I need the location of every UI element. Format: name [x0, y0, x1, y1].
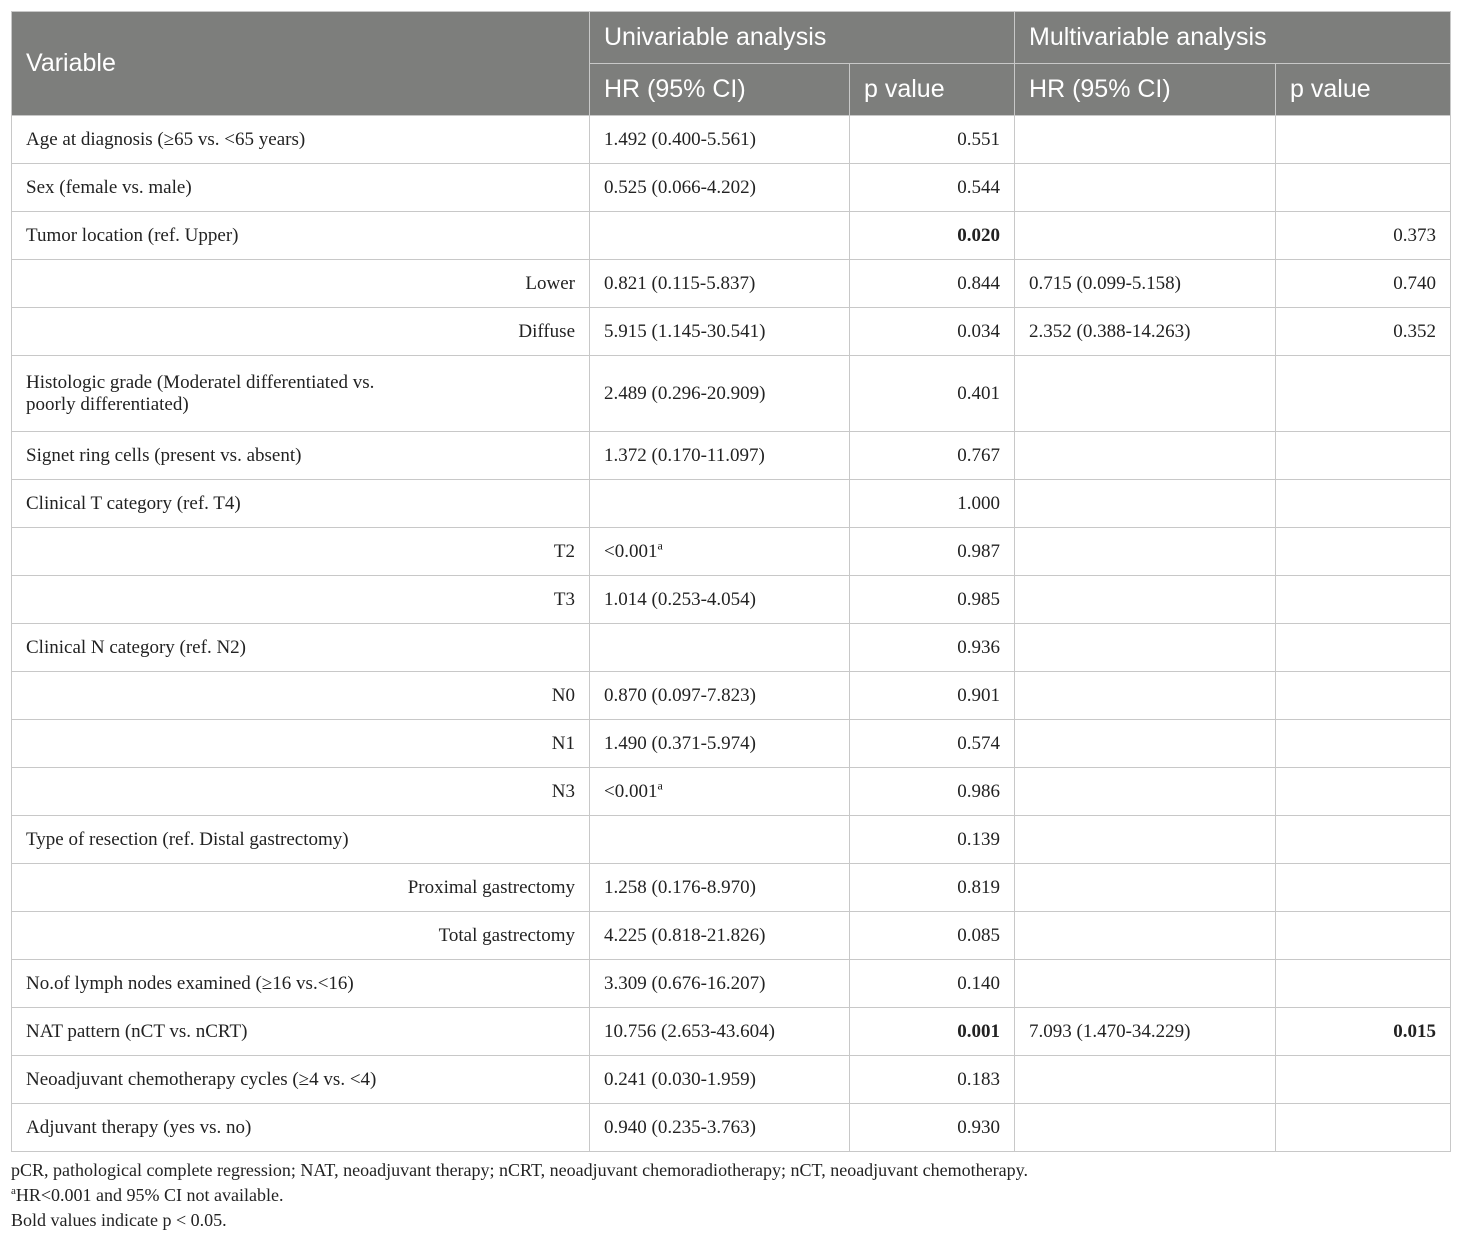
table-row: [12, 816, 1451, 864]
cell-univariable-hr: [590, 528, 850, 576]
variable-label: N0: [551, 684, 575, 706]
variable-label: Type of resection (ref. Distal gastrectomy): [26, 828, 349, 850]
results-table-container: [11, 11, 1450, 1152]
univariable-hr-value: 1.372 (0.170-11.097): [604, 444, 765, 466]
cell-univariable-p: 0.139: [850, 816, 1015, 864]
cell-multivariable-hr: [1015, 356, 1276, 432]
cell-univariable-hr: [590, 260, 850, 308]
cell-univariable-p: 0.183: [850, 1056, 1015, 1104]
cell-univariable-hr: [590, 1104, 850, 1152]
table-row: [12, 576, 1451, 624]
cell-variable: [12, 260, 590, 308]
table-row: [12, 212, 1451, 260]
cell-multivariable-p: [1276, 672, 1451, 720]
cell-univariable-hr: [590, 960, 850, 1008]
cell-variable: [12, 432, 590, 480]
cell-multivariable-p: 0.352: [1276, 308, 1451, 356]
univariable-hr-value: 1.258 (0.176-8.970): [604, 876, 756, 898]
header-multivariable-hr: HR (95% CI): [1015, 64, 1276, 116]
footnote-superscript: a: [657, 538, 663, 553]
cell-variable: [12, 1056, 590, 1104]
variable-label: Sex (female vs. male): [26, 176, 192, 198]
cell-univariable-hr: [590, 1008, 850, 1056]
table-row: [12, 912, 1451, 960]
cell-multivariable-p: [1276, 768, 1451, 816]
cell-multivariable-p: [1276, 528, 1451, 576]
univariable-hr-value: 2.489 (0.296-20.909): [604, 382, 766, 404]
table-row: [12, 624, 1451, 672]
variable-label: T2: [553, 540, 575, 562]
cell-multivariable-hr: [1015, 576, 1276, 624]
cell-multivariable-hr: 2.352 (0.388-14.263): [1015, 308, 1276, 356]
variable-label-line2: poorly differentiated): [26, 393, 189, 415]
variable-label: NAT pattern (nCT vs. nCRT): [26, 1020, 248, 1042]
cell-univariable-p: 0.930: [850, 1104, 1015, 1152]
cell-univariable-hr: [590, 308, 850, 356]
cell-variable: [12, 1104, 590, 1152]
variable-label: Lower: [525, 272, 575, 294]
cell-multivariable-hr: 0.715 (0.099-5.158): [1015, 260, 1276, 308]
cell-multivariable-p: 0.015: [1276, 1008, 1451, 1056]
cell-univariable-hr: [590, 1056, 850, 1104]
table-row: [12, 164, 1451, 212]
cell-variable: [12, 212, 590, 260]
cell-multivariable-p: [1276, 1056, 1451, 1104]
cell-univariable-p: 0.544: [850, 164, 1015, 212]
table-row: [12, 1104, 1451, 1152]
abbreviations-note: pCR, pathological complete regression; NAT, neoadjuvant therapy; nCRT, neoadjuvant chemoradiotherapy; nCT, neoadjuvant chemotherapy.: [11, 1160, 1028, 1180]
cell-variable: [12, 480, 590, 528]
cell-variable: [12, 720, 590, 768]
variable-label: T3: [553, 588, 575, 610]
regression-table: [11, 11, 1451, 1152]
cell-multivariable-p: [1276, 576, 1451, 624]
table-row: [12, 356, 1451, 432]
cell-univariable-p: 0.020: [850, 212, 1015, 260]
cell-univariable-hr: [590, 912, 850, 960]
footnote-mark: a: [11, 1185, 16, 1197]
table-row: [12, 960, 1451, 1008]
cell-univariable-p: 0.001: [850, 1008, 1015, 1056]
univariable-hr-value: 4.225 (0.818-21.826): [604, 924, 766, 946]
cell-univariable-hr: [590, 356, 850, 432]
cell-variable: [12, 1008, 590, 1056]
cell-multivariable-p: [1276, 356, 1451, 432]
cell-multivariable-p: [1276, 720, 1451, 768]
cell-multivariable-hr: [1015, 960, 1276, 1008]
cell-multivariable-hr: [1015, 116, 1276, 164]
variable-label: Neoadjuvant chemotherapy cycles (≥4 vs. <4): [26, 1068, 377, 1090]
cell-variable: [12, 816, 590, 864]
cell-multivariable-p: [1276, 816, 1451, 864]
univariable-hr-value: 0.870 (0.097-7.823): [604, 684, 756, 706]
cell-univariable-p: 0.986: [850, 768, 1015, 816]
header-univariable-hr: HR (95% CI): [590, 64, 850, 116]
cell-univariable-hr: [590, 768, 850, 816]
univariable-hr-value: 1.490 (0.371-5.974): [604, 732, 756, 754]
table-row: [12, 1008, 1451, 1056]
cell-univariable-p: 0.901: [850, 672, 1015, 720]
cell-variable: [12, 308, 590, 356]
cell-multivariable-p: [1276, 164, 1451, 212]
cell-univariable-p: 0.819: [850, 864, 1015, 912]
variable-label: Total gastrectomy: [438, 924, 575, 946]
cell-univariable-hr: [590, 672, 850, 720]
footnote-a-text: HR<0.001 and 95% CI not available.: [15, 1185, 284, 1205]
header-multivariable: Multivariable analysis: [1015, 12, 1451, 64]
variable-label: Proximal gastrectomy: [407, 876, 575, 898]
footnote-a: [11, 1183, 1028, 1208]
table-row: [12, 768, 1451, 816]
univariable-hr-value: 5.915 (1.145-30.541): [604, 320, 766, 342]
cell-variable: [12, 912, 590, 960]
cell-multivariable-hr: 7.093 (1.470-34.229): [1015, 1008, 1276, 1056]
table-header: [12, 12, 1451, 116]
cell-multivariable-p: [1276, 432, 1451, 480]
cell-variable: [12, 164, 590, 212]
univariable-hr-value: 0.940 (0.235-3.763): [604, 1116, 756, 1138]
header-variable: Variable: [12, 12, 590, 116]
cell-univariable-p: 0.574: [850, 720, 1015, 768]
cell-multivariable-p: [1276, 116, 1451, 164]
cell-multivariable-p: [1276, 624, 1451, 672]
cell-univariable-hr: [590, 576, 850, 624]
cell-univariable-p: 0.844: [850, 260, 1015, 308]
header-multivariable-p: p value: [1276, 64, 1451, 116]
cell-univariable-p: 0.767: [850, 432, 1015, 480]
table-row: [12, 1056, 1451, 1104]
cell-univariable-p: 0.551: [850, 116, 1015, 164]
cell-variable: [12, 576, 590, 624]
table-row: [12, 672, 1451, 720]
univariable-hr-value: 1.492 (0.400-5.561): [604, 128, 756, 150]
cell-univariable-hr: [590, 480, 850, 528]
cell-univariable-p: 0.085: [850, 912, 1015, 960]
cell-multivariable-hr: [1015, 672, 1276, 720]
cell-multivariable-hr: [1015, 816, 1276, 864]
variable-label: Clinical T category (ref. T4): [26, 492, 241, 514]
table-row: [12, 308, 1451, 356]
table-body: [12, 116, 1451, 1152]
variable-label: Age at diagnosis (≥65 vs. <65 years): [26, 128, 306, 150]
variable-label: Tumor location (ref. Upper): [26, 224, 239, 246]
variable-label: Adjuvant therapy (yes vs. no): [26, 1116, 252, 1138]
cell-multivariable-hr: [1015, 480, 1276, 528]
cell-multivariable-p: 0.373: [1276, 212, 1451, 260]
cell-multivariable-hr: [1015, 768, 1276, 816]
cell-univariable-p: 0.936: [850, 624, 1015, 672]
variable-label: Signet ring cells (present vs. absent): [26, 444, 302, 466]
bold-values-note: Bold values indicate p < 0.05.: [11, 1210, 227, 1230]
univariable-hr-value: <0.001: [604, 540, 658, 562]
cell-multivariable-hr: [1015, 528, 1276, 576]
univariable-hr-value: 0.525 (0.066-4.202): [604, 176, 756, 198]
cell-multivariable-hr: [1015, 1056, 1276, 1104]
table-row: [12, 480, 1451, 528]
cell-univariable-hr: [590, 720, 850, 768]
cell-multivariable-hr: [1015, 1104, 1276, 1152]
variable-label: Diffuse: [518, 320, 575, 342]
cell-multivariable-p: [1276, 912, 1451, 960]
cell-multivariable-hr: [1015, 624, 1276, 672]
cell-variable: [12, 768, 590, 816]
header-univariable-p: p value: [850, 64, 1015, 116]
table-row: [12, 116, 1451, 164]
cell-variable: [12, 960, 590, 1008]
cell-univariable-p: 0.034: [850, 308, 1015, 356]
univariable-hr-value: 0.821 (0.115-5.837): [604, 272, 756, 294]
univariable-hr-value: <0.001: [604, 780, 658, 802]
cell-multivariable-p: [1276, 960, 1451, 1008]
univariable-hr-value: 1.014 (0.253-4.054): [604, 588, 756, 610]
cell-multivariable-p: [1276, 480, 1451, 528]
cell-univariable-p: 1.000: [850, 480, 1015, 528]
cell-multivariable-hr: [1015, 864, 1276, 912]
cell-variable: [12, 624, 590, 672]
cell-multivariable-hr: [1015, 720, 1276, 768]
cell-univariable-hr: [590, 432, 850, 480]
cell-variable: [12, 864, 590, 912]
cell-univariable-hr: [590, 864, 850, 912]
univariable-hr-value: 3.309 (0.676-16.207): [604, 972, 766, 994]
table-row: [12, 864, 1451, 912]
table-row: [12, 720, 1451, 768]
cell-variable: [12, 116, 590, 164]
cell-multivariable-hr: [1015, 912, 1276, 960]
cell-univariable-p: 0.140: [850, 960, 1015, 1008]
variable-label: No.of lymph nodes examined (≥16 vs.<16): [26, 972, 354, 994]
variable-label: Histologic grade (Moderatel differentiated vs.: [26, 371, 375, 393]
footnote-superscript: a: [657, 778, 663, 793]
cell-variable: [12, 356, 590, 432]
table-row: [12, 432, 1451, 480]
cell-univariable-hr: [590, 624, 850, 672]
cell-multivariable-p: 0.740: [1276, 260, 1451, 308]
cell-variable: [12, 672, 590, 720]
cell-univariable-hr: [590, 116, 850, 164]
table-row: [12, 260, 1451, 308]
cell-univariable-hr: [590, 212, 850, 260]
header-univariable: Univariable analysis: [590, 12, 1015, 64]
cell-multivariable-p: [1276, 1104, 1451, 1152]
univariable-hr-value: 10.756 (2.653-43.604): [604, 1020, 775, 1042]
univariable-hr-value: 0.241 (0.030-1.959): [604, 1068, 756, 1090]
variable-label: Clinical N category (ref. N2): [26, 636, 246, 658]
cell-multivariable-p: [1276, 864, 1451, 912]
cell-univariable-p: 0.401: [850, 356, 1015, 432]
cell-univariable-hr: [590, 816, 850, 864]
table-row: [12, 528, 1451, 576]
table-footnotes: [11, 1158, 1028, 1233]
cell-univariable-p: 0.987: [850, 528, 1015, 576]
variable-label: N1: [551, 732, 575, 754]
cell-multivariable-hr: [1015, 432, 1276, 480]
cell-multivariable-hr: [1015, 164, 1276, 212]
cell-univariable-p: 0.985: [850, 576, 1015, 624]
cell-univariable-hr: [590, 164, 850, 212]
cell-multivariable-hr: [1015, 212, 1276, 260]
variable-label: N3: [551, 780, 575, 802]
cell-variable: [12, 528, 590, 576]
